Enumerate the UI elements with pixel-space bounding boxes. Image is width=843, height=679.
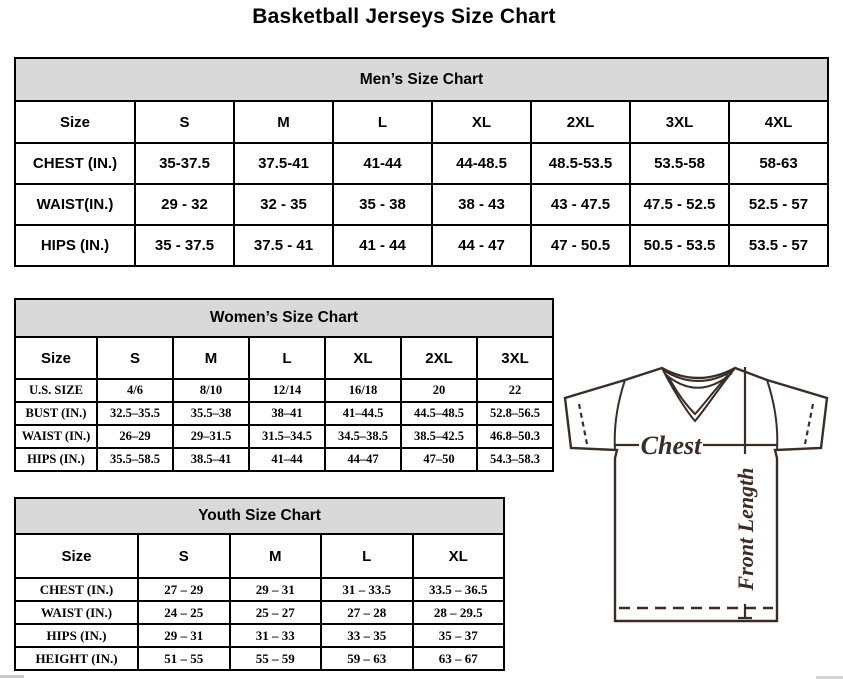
- womens-cell: 35.5–58.5: [97, 448, 173, 471]
- youth-column-header: S: [138, 534, 230, 578]
- youth-row-label: HIPS (IN.): [15, 624, 138, 647]
- mens-cell: 47 - 50.5: [531, 225, 630, 266]
- youth-table-row: [15, 578, 504, 601]
- womens-cell: 32.5–35.5: [97, 402, 173, 425]
- mens-column-header: 2XL: [531, 101, 630, 143]
- mens-column-header: L: [333, 101, 432, 143]
- jersey-measurement-diagram: [555, 360, 837, 672]
- mens-table-row: [15, 184, 828, 225]
- mens-title-row: [15, 58, 828, 101]
- womens-table-row: [15, 448, 553, 471]
- youth-cell: 51 – 55: [138, 647, 230, 670]
- womens-cell: 8/10: [173, 379, 249, 402]
- mens-cell: 50.5 - 53.5: [630, 225, 729, 266]
- youth-column-header: L: [321, 534, 413, 578]
- womens-cell: 52.8–56.5: [477, 402, 553, 425]
- mens-row-label: HIPS (IN.): [15, 225, 135, 266]
- womens-size-table: [14, 298, 554, 472]
- womens-row-label: HIPS (IN.): [15, 448, 97, 471]
- youth-cell: 27 – 28: [321, 601, 413, 624]
- mens-cell: 35-37.5: [135, 143, 234, 184]
- womens-cell: 29–31.5: [173, 425, 249, 448]
- mens-cell: 41-44: [333, 143, 432, 184]
- womens-row-label: BUST (IN.): [15, 402, 97, 425]
- youth-column-header: M: [230, 534, 322, 578]
- womens-cell: 31.5–34.5: [249, 425, 325, 448]
- mens-cell: 38 - 43: [432, 184, 531, 225]
- youth-header-row: [15, 534, 504, 578]
- mens-table-title: Men’s Size Chart: [15, 58, 828, 101]
- bottom-left-fragment: [0, 675, 24, 678]
- youth-cell: 33 – 35: [321, 624, 413, 647]
- youth-cell: 28 – 29.5: [413, 601, 505, 624]
- mens-cell: 47.5 - 52.5: [630, 184, 729, 225]
- womens-table-row: [15, 379, 553, 402]
- youth-title-row: [15, 498, 504, 534]
- womens-cell: 12/14: [249, 379, 325, 402]
- womens-cell: 46.8–50.3: [477, 425, 553, 448]
- youth-cell: 27 – 29: [138, 578, 230, 601]
- womens-title-row: [15, 299, 553, 337]
- mens-size-table: [14, 57, 829, 267]
- womens-column-header: 2XL: [401, 337, 477, 379]
- chest-label: Chest: [640, 431, 702, 460]
- womens-cell: 34.5–38.5: [325, 425, 401, 448]
- mens-cell: 37.5-41: [234, 143, 333, 184]
- womens-table-row: [15, 402, 553, 425]
- mens-column-header: XL: [432, 101, 531, 143]
- womens-cell: 38–41: [249, 402, 325, 425]
- youth-cell: 55 – 59: [230, 647, 322, 670]
- youth-table-title: Youth Size Chart: [15, 498, 504, 534]
- youth-cell: 59 – 63: [321, 647, 413, 670]
- womens-column-header: 3XL: [477, 337, 553, 379]
- youth-size-table: [14, 497, 505, 671]
- womens-cell: 20: [401, 379, 477, 402]
- jersey-outline: [565, 368, 827, 621]
- youth-cell: 31 – 33: [230, 624, 322, 647]
- mens-cell: 37.5 - 41: [234, 225, 333, 266]
- womens-table-title: Women’s Size Chart: [15, 299, 553, 337]
- womens-cell: 38.5–41: [173, 448, 249, 471]
- womens-cell: 4/6: [97, 379, 173, 402]
- youth-cell: 25 – 27: [230, 601, 322, 624]
- youth-row-label: WAIST (IN.): [15, 601, 138, 624]
- mens-header-row: [15, 101, 828, 143]
- mens-table-row: [15, 143, 828, 184]
- mens-cell: 32 - 35: [234, 184, 333, 225]
- youth-table-row: [15, 624, 504, 647]
- youth-cell: 35 – 37: [413, 624, 505, 647]
- youth-cell: 29 – 31: [230, 578, 322, 601]
- mens-cell: 29 - 32: [135, 184, 234, 225]
- mens-column-header: S: [135, 101, 234, 143]
- youth-column-header: XL: [413, 534, 505, 578]
- womens-cell: 26–29: [97, 425, 173, 448]
- mens-cell: 58-63: [729, 143, 828, 184]
- mens-column-header: 3XL: [630, 101, 729, 143]
- womens-cell: 54.3–58.3: [477, 448, 553, 471]
- mens-cell: 53.5-58: [630, 143, 729, 184]
- mens-cell: 48.5-53.5: [531, 143, 630, 184]
- womens-row-label: U.S. SIZE: [15, 379, 97, 402]
- youth-cell: 63 – 67: [413, 647, 505, 670]
- youth-cell: 33.5 – 36.5: [413, 578, 505, 601]
- youth-row-label: HEIGHT (IN.): [15, 647, 138, 670]
- youth-cell: 29 – 31: [138, 624, 230, 647]
- womens-cell: 47–50: [401, 448, 477, 471]
- youth-column-header: Size: [15, 534, 138, 578]
- mens-column-header: 4XL: [729, 101, 828, 143]
- mens-column-header: M: [234, 101, 333, 143]
- womens-cell: 38.5–42.5: [401, 425, 477, 448]
- mens-row-label: CHEST (IN.): [15, 143, 135, 184]
- mens-cell: 53.5 - 57: [729, 225, 828, 266]
- womens-row-label: WAIST (IN.): [15, 425, 97, 448]
- mens-cell: 41 - 44: [333, 225, 432, 266]
- youth-cell: 24 – 25: [138, 601, 230, 624]
- mens-cell: 52.5 - 57: [729, 184, 828, 225]
- womens-column-header: S: [97, 337, 173, 379]
- mens-column-header: Size: [15, 101, 135, 143]
- womens-column-header: XL: [325, 337, 401, 379]
- mens-cell: 44-48.5: [432, 143, 531, 184]
- womens-table-row: [15, 425, 553, 448]
- youth-cell: 31 – 33.5: [321, 578, 413, 601]
- womens-cell: 16/18: [325, 379, 401, 402]
- mens-row-label: WAIST(IN.): [15, 184, 135, 225]
- womens-cell: 44–47: [325, 448, 401, 471]
- youth-table-row: [15, 647, 504, 670]
- youth-row-label: CHEST (IN.): [15, 578, 138, 601]
- womens-cell: 41–44.5: [325, 402, 401, 425]
- womens-header-row: [15, 337, 553, 379]
- womens-cell: 22: [477, 379, 553, 402]
- womens-column-header: L: [249, 337, 325, 379]
- womens-cell: 35.5–38: [173, 402, 249, 425]
- page-title: Basketball Jerseys Size Chart: [252, 5, 556, 28]
- youth-table-row: [15, 601, 504, 624]
- mens-table-row: [15, 225, 828, 266]
- womens-column-header: Size: [15, 337, 97, 379]
- front-length-label: Front Length: [733, 467, 758, 591]
- mens-cell: 35 - 37.5: [135, 225, 234, 266]
- mens-cell: 44 - 47: [432, 225, 531, 266]
- womens-cell: 44.5–48.5: [401, 402, 477, 425]
- womens-cell: 41–44: [249, 448, 325, 471]
- mens-cell: 35 - 38: [333, 184, 432, 225]
- mens-cell: 43 - 47.5: [531, 184, 630, 225]
- womens-column-header: M: [173, 337, 249, 379]
